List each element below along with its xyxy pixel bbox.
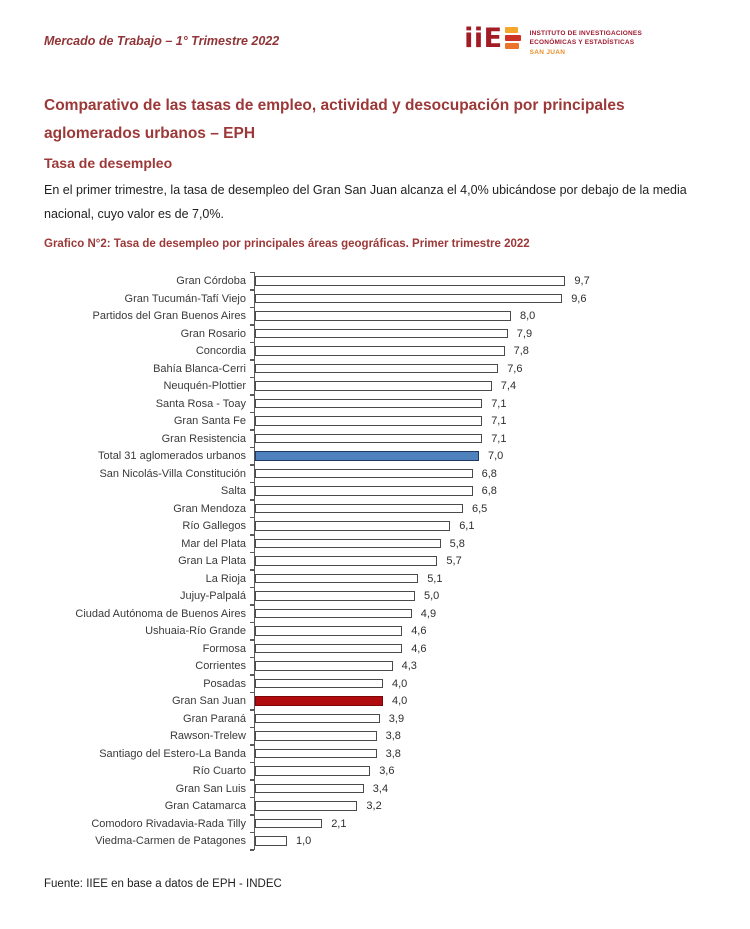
chart-category-label: Gran Rosario [180, 327, 246, 340]
chart-row [44, 430, 706, 448]
chart-value-label: 9,6 [571, 292, 587, 305]
chart-row [44, 815, 706, 833]
chart-bar [255, 766, 370, 776]
chart-plot-area [254, 412, 706, 430]
chart-plot-area [254, 640, 706, 658]
chart-plot-area [254, 622, 706, 640]
chart-row [44, 640, 706, 658]
chart-row [44, 622, 706, 640]
chart-row [44, 692, 706, 710]
chart-value-label: 6,8 [481, 485, 497, 498]
chart-row [44, 325, 706, 343]
iiee-logo [464, 23, 642, 56]
chart-bar [255, 609, 412, 619]
source-note: Fuente: IIEE en base a datos de EPH - INDEC [44, 877, 282, 890]
chart-value-label: 7,0 [488, 450, 504, 463]
chart-category-label: Gran Resistencia [161, 432, 246, 445]
chart-row [44, 290, 706, 308]
chart-category-label: Viedma-Carmen de Patagones [95, 835, 246, 848]
chart-bar [255, 521, 450, 531]
chart-value-label: 8,0 [520, 310, 536, 323]
chart-category-label: Gran San Juan [172, 695, 246, 708]
chart-bar [255, 749, 377, 759]
chart-bar [255, 591, 415, 601]
chart-category-label: Rawson-Trelew [169, 730, 246, 743]
chart-category-label: Total 31 aglomerados urbanos [98, 450, 246, 463]
logo-org-line3: SAN JUAN [529, 48, 566, 56]
chart-value-label: 5,1 [427, 572, 443, 585]
chart-value-label: 7,9 [516, 327, 533, 340]
chart-category-label: Gran Santa Fe [173, 415, 246, 428]
chart-category-label: Bahía Blanca-Cerri [153, 362, 246, 375]
chart-category-label: Comodoro Rivadavia-Rada Tilly [91, 817, 246, 830]
chart-value-label: 3,8 [385, 747, 401, 760]
chart-plot-area [254, 272, 706, 290]
chart-value-label: 6,1 [459, 520, 475, 533]
chart-bar [255, 504, 463, 514]
chart-plot-area [254, 535, 706, 553]
iiee-logo-icon [464, 23, 520, 54]
logo-org-line1: INSTITUTO DE INVESTIGACIONES [529, 30, 642, 37]
chart-plot-area [254, 430, 706, 448]
chart-row [44, 657, 706, 675]
chart-plot-area [254, 482, 706, 500]
chart-row [44, 482, 706, 500]
chart-value-label: 5,8 [449, 537, 465, 550]
body-paragraph: En el primer trimestre, la tasa de desempleo del Gran San Juan alcanza el 4,0% ubicándose por debajo de la media nacional, cuyo valor es de 7,0%. [44, 182, 687, 221]
section-heading: Tasa de desempleo [44, 154, 173, 171]
iiee-logo-bars-icon [505, 27, 521, 52]
chart-plot-area [254, 360, 706, 378]
chart-row [44, 377, 706, 395]
chart-category-label: San Nicolás-Villa Constitución [99, 467, 246, 480]
logo-bar-middle [505, 35, 521, 41]
chart-value-label: 6,8 [481, 467, 497, 480]
chart-bar [255, 399, 482, 409]
chart-plot-area [254, 745, 706, 763]
chart-bar [255, 784, 364, 794]
chart-bar [255, 626, 402, 636]
chart-category-label: La Rioja [205, 572, 246, 585]
chart-bar [255, 381, 492, 391]
chart-plot-area [254, 727, 706, 745]
chart-bar [255, 416, 482, 426]
chart-row [44, 342, 706, 360]
chart-row [44, 605, 706, 623]
chart-value-label: 7,1 [491, 432, 507, 445]
chart-category-label: Santiago del Estero-La Banda [99, 747, 246, 760]
chart-bar [255, 714, 380, 724]
chart-category-label: Neuquén-Plottier [163, 380, 246, 393]
chart-bar-highlight-red [255, 696, 383, 706]
chart-plot-area [254, 465, 706, 483]
chart-bar [255, 679, 383, 689]
chart-category-label: Posadas [203, 677, 246, 690]
chart-row [44, 517, 706, 535]
chart-bar [255, 539, 441, 549]
chart-value-label: 3,8 [385, 730, 401, 743]
chart-bar [255, 329, 508, 339]
chart-category-label: Gran Mendoza [173, 502, 246, 515]
chart-row [44, 832, 706, 850]
chart-value-label: 7,1 [491, 415, 507, 428]
chart-row [44, 780, 706, 798]
chart-plot-area [254, 377, 706, 395]
chart-value-label: 3,2 [366, 800, 382, 813]
chart-category-label: Gran Córdoba [176, 275, 246, 288]
unemployment-bar-chart [44, 272, 706, 850]
chart-value-label: 7,6 [507, 362, 523, 375]
chart-category-label: Gran Paraná [183, 712, 246, 725]
chart-category-label: Gran Catamarca [164, 800, 246, 813]
report-header-title: Mercado de Trabajo – 1° Trimestre 2022 [44, 34, 280, 48]
chart-category-label: Concordia [195, 345, 246, 358]
chart-category-label: Santa Rosa - Toay [155, 397, 246, 410]
chart-value-label: 1,0 [296, 835, 312, 848]
chart-row [44, 447, 706, 465]
chart-bar [255, 469, 473, 479]
chart-bar [255, 364, 498, 374]
chart-bar [255, 574, 418, 584]
chart-category-label: Ushuaia-Río Grande [145, 625, 246, 638]
chart-row [44, 535, 706, 553]
chart-category-label: Gran Tucumán-Tafí Viejo [124, 292, 246, 305]
chart-value-label: 7,8 [513, 345, 529, 358]
chart-plot-area [254, 342, 706, 360]
chart-bar [255, 434, 482, 444]
chart-row [44, 307, 706, 325]
chart-value-label: 5,7 [446, 555, 462, 568]
chart-plot-area [254, 657, 706, 675]
chart-plot-area [254, 325, 706, 343]
chart-category-label: Ciudad Autónoma de Buenos Aires [75, 607, 246, 620]
chart-row [44, 552, 706, 570]
chart-row [44, 465, 706, 483]
logo-bar-bottom [505, 43, 519, 49]
chart-plot-area [254, 587, 706, 605]
chart-value-label: 2,1 [331, 817, 347, 830]
chart-bar [255, 801, 357, 811]
chart-value-label: 4,0 [392, 695, 408, 708]
chart-row [44, 745, 706, 763]
chart-plot-area [254, 797, 706, 815]
chart-plot-area [254, 815, 706, 833]
chart-category-label: Río Gallegos [182, 520, 246, 533]
chart-caption: Grafico N°2: Tasa de desempleo por principales áreas geográficas. Primer trimestre 2022 [44, 238, 530, 251]
iiee-logo-letters: iiE [464, 23, 503, 54]
chart-value-label: 9,7 [574, 275, 590, 288]
chart-plot-area [254, 570, 706, 588]
chart-category-label: Gran La Plata [178, 555, 246, 568]
chart-bar [255, 294, 562, 304]
page-header [44, 23, 706, 56]
chart-plot-area [254, 832, 706, 850]
chart-plot-area [254, 692, 706, 710]
chart-bar [255, 346, 505, 356]
chart-value-label: 5,0 [424, 590, 440, 603]
chart-category-label: Salta [220, 485, 246, 498]
chart-category-label: Jujuy-Palpalá [179, 590, 246, 603]
logo-org-line2: ECONÓMICAS Y ESTADÍSTICAS [529, 38, 635, 46]
chart-plot-area [254, 395, 706, 413]
chart-plot-area [254, 307, 706, 325]
chart-row [44, 272, 706, 290]
chart-value-label: 6,5 [472, 502, 488, 515]
chart-plot-area [254, 552, 706, 570]
chart-category-label: Mar del Plata [181, 537, 246, 550]
chart-row [44, 395, 706, 413]
chart-row [44, 727, 706, 745]
chart-value-label: 3,6 [379, 765, 395, 778]
chart-bar [255, 836, 287, 846]
chart-plot-area [254, 500, 706, 518]
chart-bar [255, 731, 377, 741]
chart-category-label: Gran San Luis [175, 782, 246, 795]
chart-plot-area [254, 605, 706, 623]
chart-row [44, 710, 706, 728]
chart-row [44, 412, 706, 430]
chart-plot-area [254, 675, 706, 693]
chart-plot-area [254, 710, 706, 728]
chart-value-label: 3,9 [388, 712, 405, 725]
chart-value-label: 4,6 [411, 642, 427, 655]
chart-category-label: Río Cuarto [192, 765, 246, 778]
chart-bar [255, 556, 437, 566]
chart-plot-area [254, 290, 706, 308]
chart-row [44, 570, 706, 588]
chart-bar [255, 819, 322, 829]
chart-value-label: 4,3 [401, 660, 417, 673]
chart-bar [255, 276, 565, 286]
chart-bar [255, 661, 393, 671]
chart-row [44, 500, 706, 518]
chart-plot-area [254, 780, 706, 798]
chart-bar [255, 311, 511, 321]
chart-row [44, 587, 706, 605]
chart-value-label: 3,4 [372, 782, 389, 795]
chart-category-label: Partidos del Gran Buenos Aires [92, 310, 246, 323]
chart-bar [255, 486, 473, 496]
chart-plot-area [254, 762, 706, 780]
chart-value-label: 4,6 [411, 625, 427, 638]
chart-plot-area [254, 447, 706, 465]
logo-bar-top [505, 27, 518, 33]
chart-value-label: 4,9 [420, 607, 437, 620]
chart-plot-area [254, 517, 706, 535]
chart-value-label: 7,1 [491, 397, 507, 410]
iiee-logo-text [530, 26, 642, 56]
chart-row [44, 762, 706, 780]
page-title: Comparativo de las tasas de empleo, actividad y desocupación por principales aglomerados urbanos – EPH [44, 96, 625, 142]
chart-bar [255, 644, 402, 654]
chart-value-label: 4,0 [392, 677, 408, 690]
chart-row [44, 797, 706, 815]
chart-category-label: Formosa [202, 642, 246, 655]
chart-row [44, 675, 706, 693]
chart-value-label: 7,4 [500, 380, 517, 393]
chart-row [44, 360, 706, 378]
chart-bar-highlight-blue [255, 451, 479, 461]
chart-category-label: Corrientes [195, 660, 246, 673]
